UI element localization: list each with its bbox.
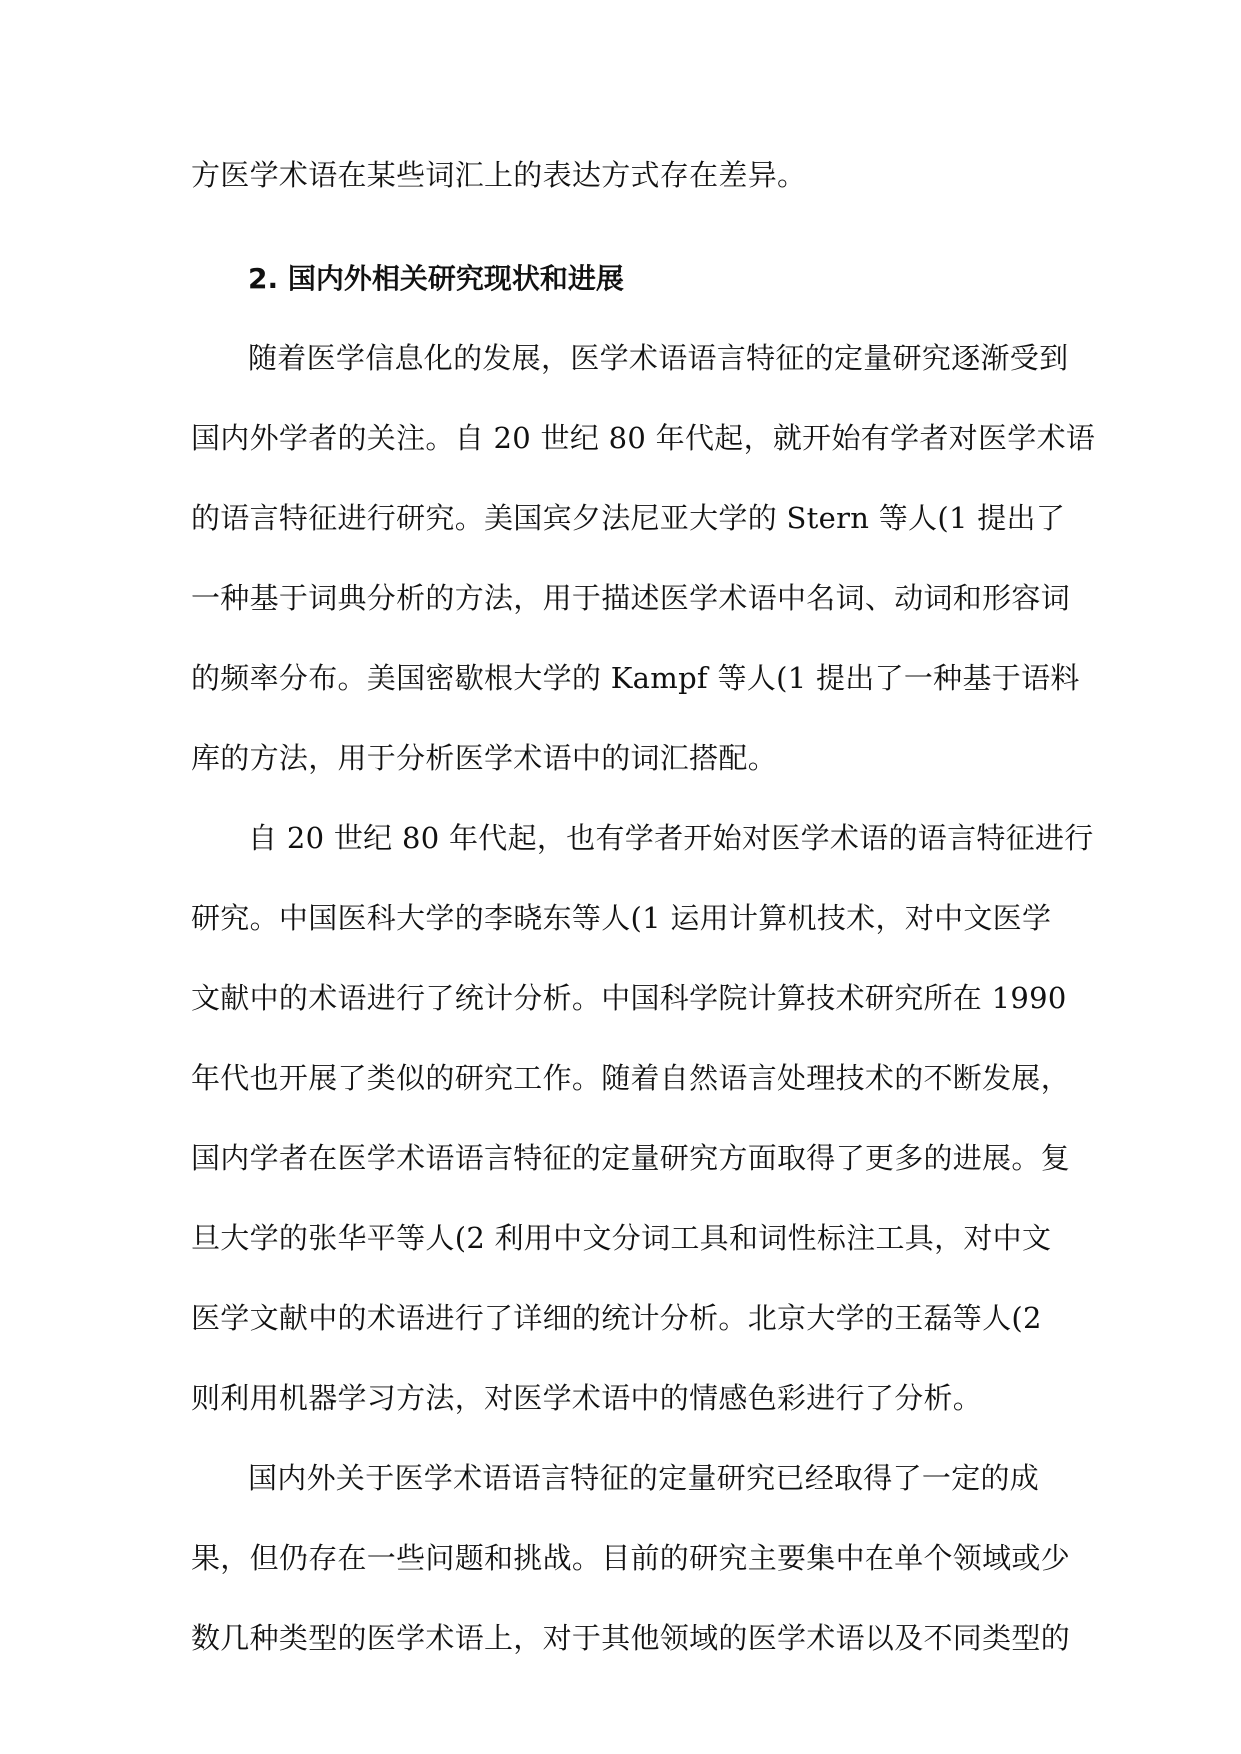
text-line: 库的方法，用于分析医学术语中的词汇搭配。 — [191, 741, 778, 775]
text-line: 随着医学信息化的发展，医学术语语言特征的定量研究逐渐受到 — [248, 341, 1069, 375]
text-line: 果，但仍存在一些问题和挑战。目前的研究主要集中在单个领域或少 — [191, 1541, 1071, 1575]
text-line: 自 20 世纪 80 年代起，也有学者开始对医学术语的语言特征进行 — [248, 821, 1094, 855]
text-line: 的语言特征进行研究。美国宾夕法尼亚大学的 Stern 等人(1 提出了 — [191, 501, 1066, 535]
text-line: 方医学术语在某些词汇上的表达方式存在差异。 — [191, 158, 807, 192]
text-line: 的频率分布。美国密歇根大学的 Kampf 等人(1 提出了一种基于语料 — [191, 661, 1080, 695]
text-line: 国内学者在医学术语语言特征的定量研究方面取得了更多的进展。复 — [191, 1141, 1071, 1175]
text-line: 数几种类型的医学术语上，对于其他领域的医学术语以及不同类型的 — [191, 1621, 1071, 1655]
text-line: 一种基于词典分析的方法，用于描述医学术语中名词、动词和形容词 — [191, 581, 1071, 615]
text-line: 国内外关于医学术语语言特征的定量研究已经取得了一定的成 — [248, 1461, 1040, 1495]
text-line: 医学文献中的术语进行了详细的统计分析。北京大学的王磊等人(2 — [191, 1301, 1042, 1335]
text-line: 研究。中国医科大学的李晓东等人(1 运用计算机技术，对中文医学 — [191, 901, 1052, 935]
text-line: 则利用机器学习方法，对医学术语中的情感色彩进行了分析。 — [191, 1381, 983, 1415]
text-line: 国内外学者的关注。自 20 世纪 80 年代起，就开始有学者对医学术语 — [191, 421, 1096, 455]
text-line: 年代也开展了类似的研究工作。随着自然语言处理技术的不断发展， — [191, 1061, 1071, 1095]
section-heading: 2. 国内外相关研究现状和进展 — [248, 262, 624, 295]
text-line: 文献中的术语进行了统计分析。中国科学院计算技术研究所在 1990 — [191, 981, 1067, 1015]
text-line: 旦大学的张华平等人(2 利用中文分词工具和词性标注工具，对中文 — [191, 1221, 1052, 1255]
